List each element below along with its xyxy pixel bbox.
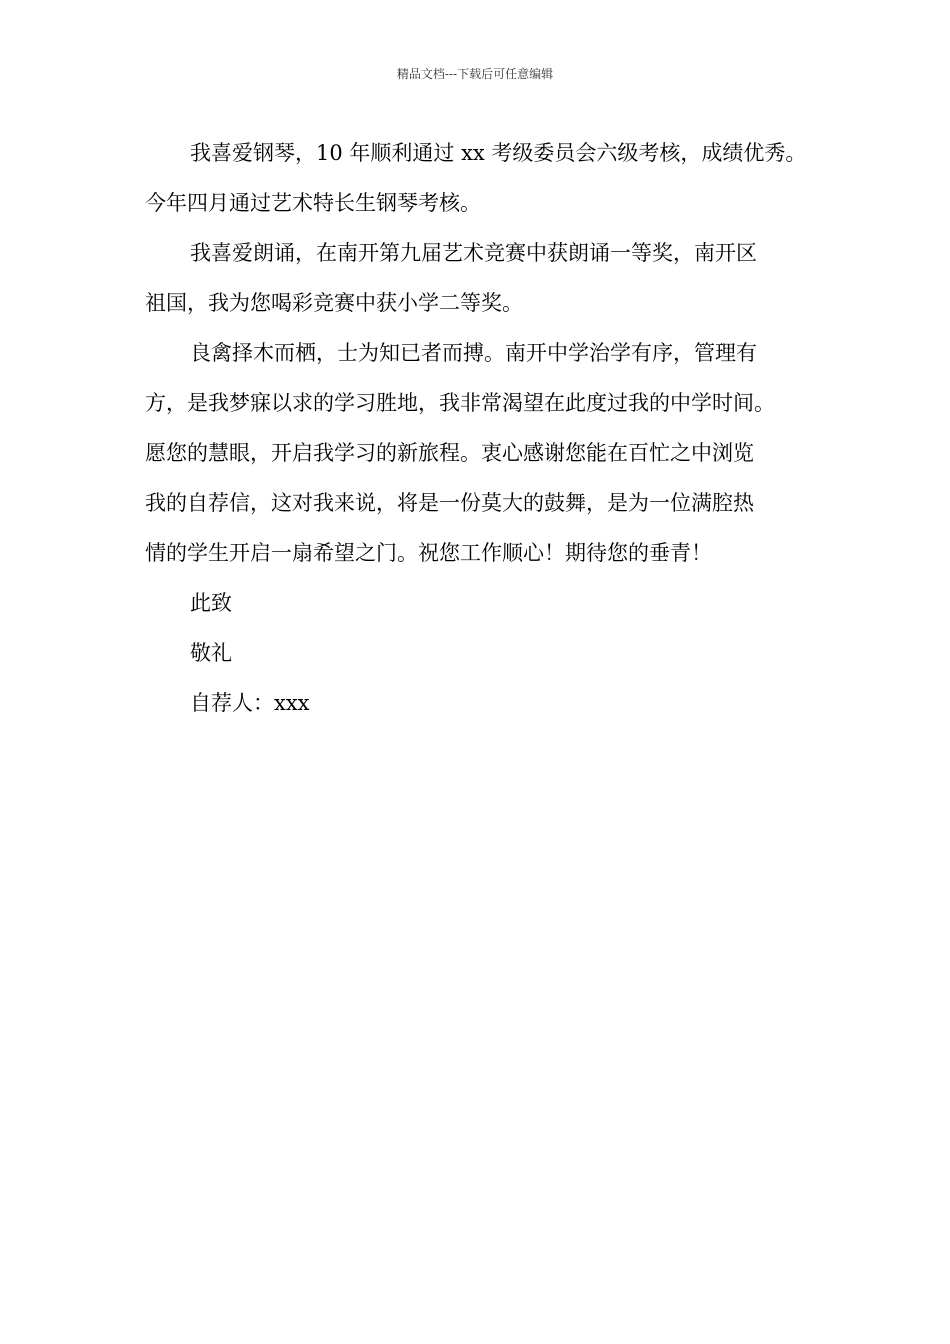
- closing-line: 此致: [190, 591, 232, 615]
- paragraph-line: 良禽择木而栖，士为知已者而搏。南开中学治学有序，管理有: [190, 341, 757, 365]
- paragraph-line: 我喜爱朗诵，在南开第九届艺术竞赛中获朗诵一等奖，南开区: [190, 241, 757, 265]
- paragraph-line: 我的自荐信，这对我来说，将是一份莫大的鼓舞，是为一位满腔热: [145, 491, 754, 515]
- letter-body: [145, 128, 810, 728]
- signature-line: 自荐人：xxx: [190, 691, 310, 715]
- paragraph-line: 我喜爱钢琴，10 年顺利通过 xx 考级委员会六级考核，成绩优秀。: [190, 141, 807, 165]
- paragraph-line: 愿您的慧眼，开启我学习的新旅程。衷心感谢您能在百忙之中浏览: [145, 441, 754, 465]
- paragraph-line: 情的学生开启一扇希望之门。祝您工作顺心！期待您的垂青！: [145, 541, 712, 565]
- paragraph-line: 祖国，我为您喝彩竞赛中获小学二等奖。: [145, 291, 523, 315]
- page-header: 精品文档---下载后可任意编辑: [396, 67, 554, 81]
- salutation-line: 敬礼: [190, 641, 232, 665]
- paragraph-line: 今年四月通过艺术特长生钢琴考核。: [145, 191, 481, 215]
- paragraph-line: 方，是我梦寐以求的学习胜地，我非常渴望在此度过我的中学时间。: [145, 391, 775, 415]
